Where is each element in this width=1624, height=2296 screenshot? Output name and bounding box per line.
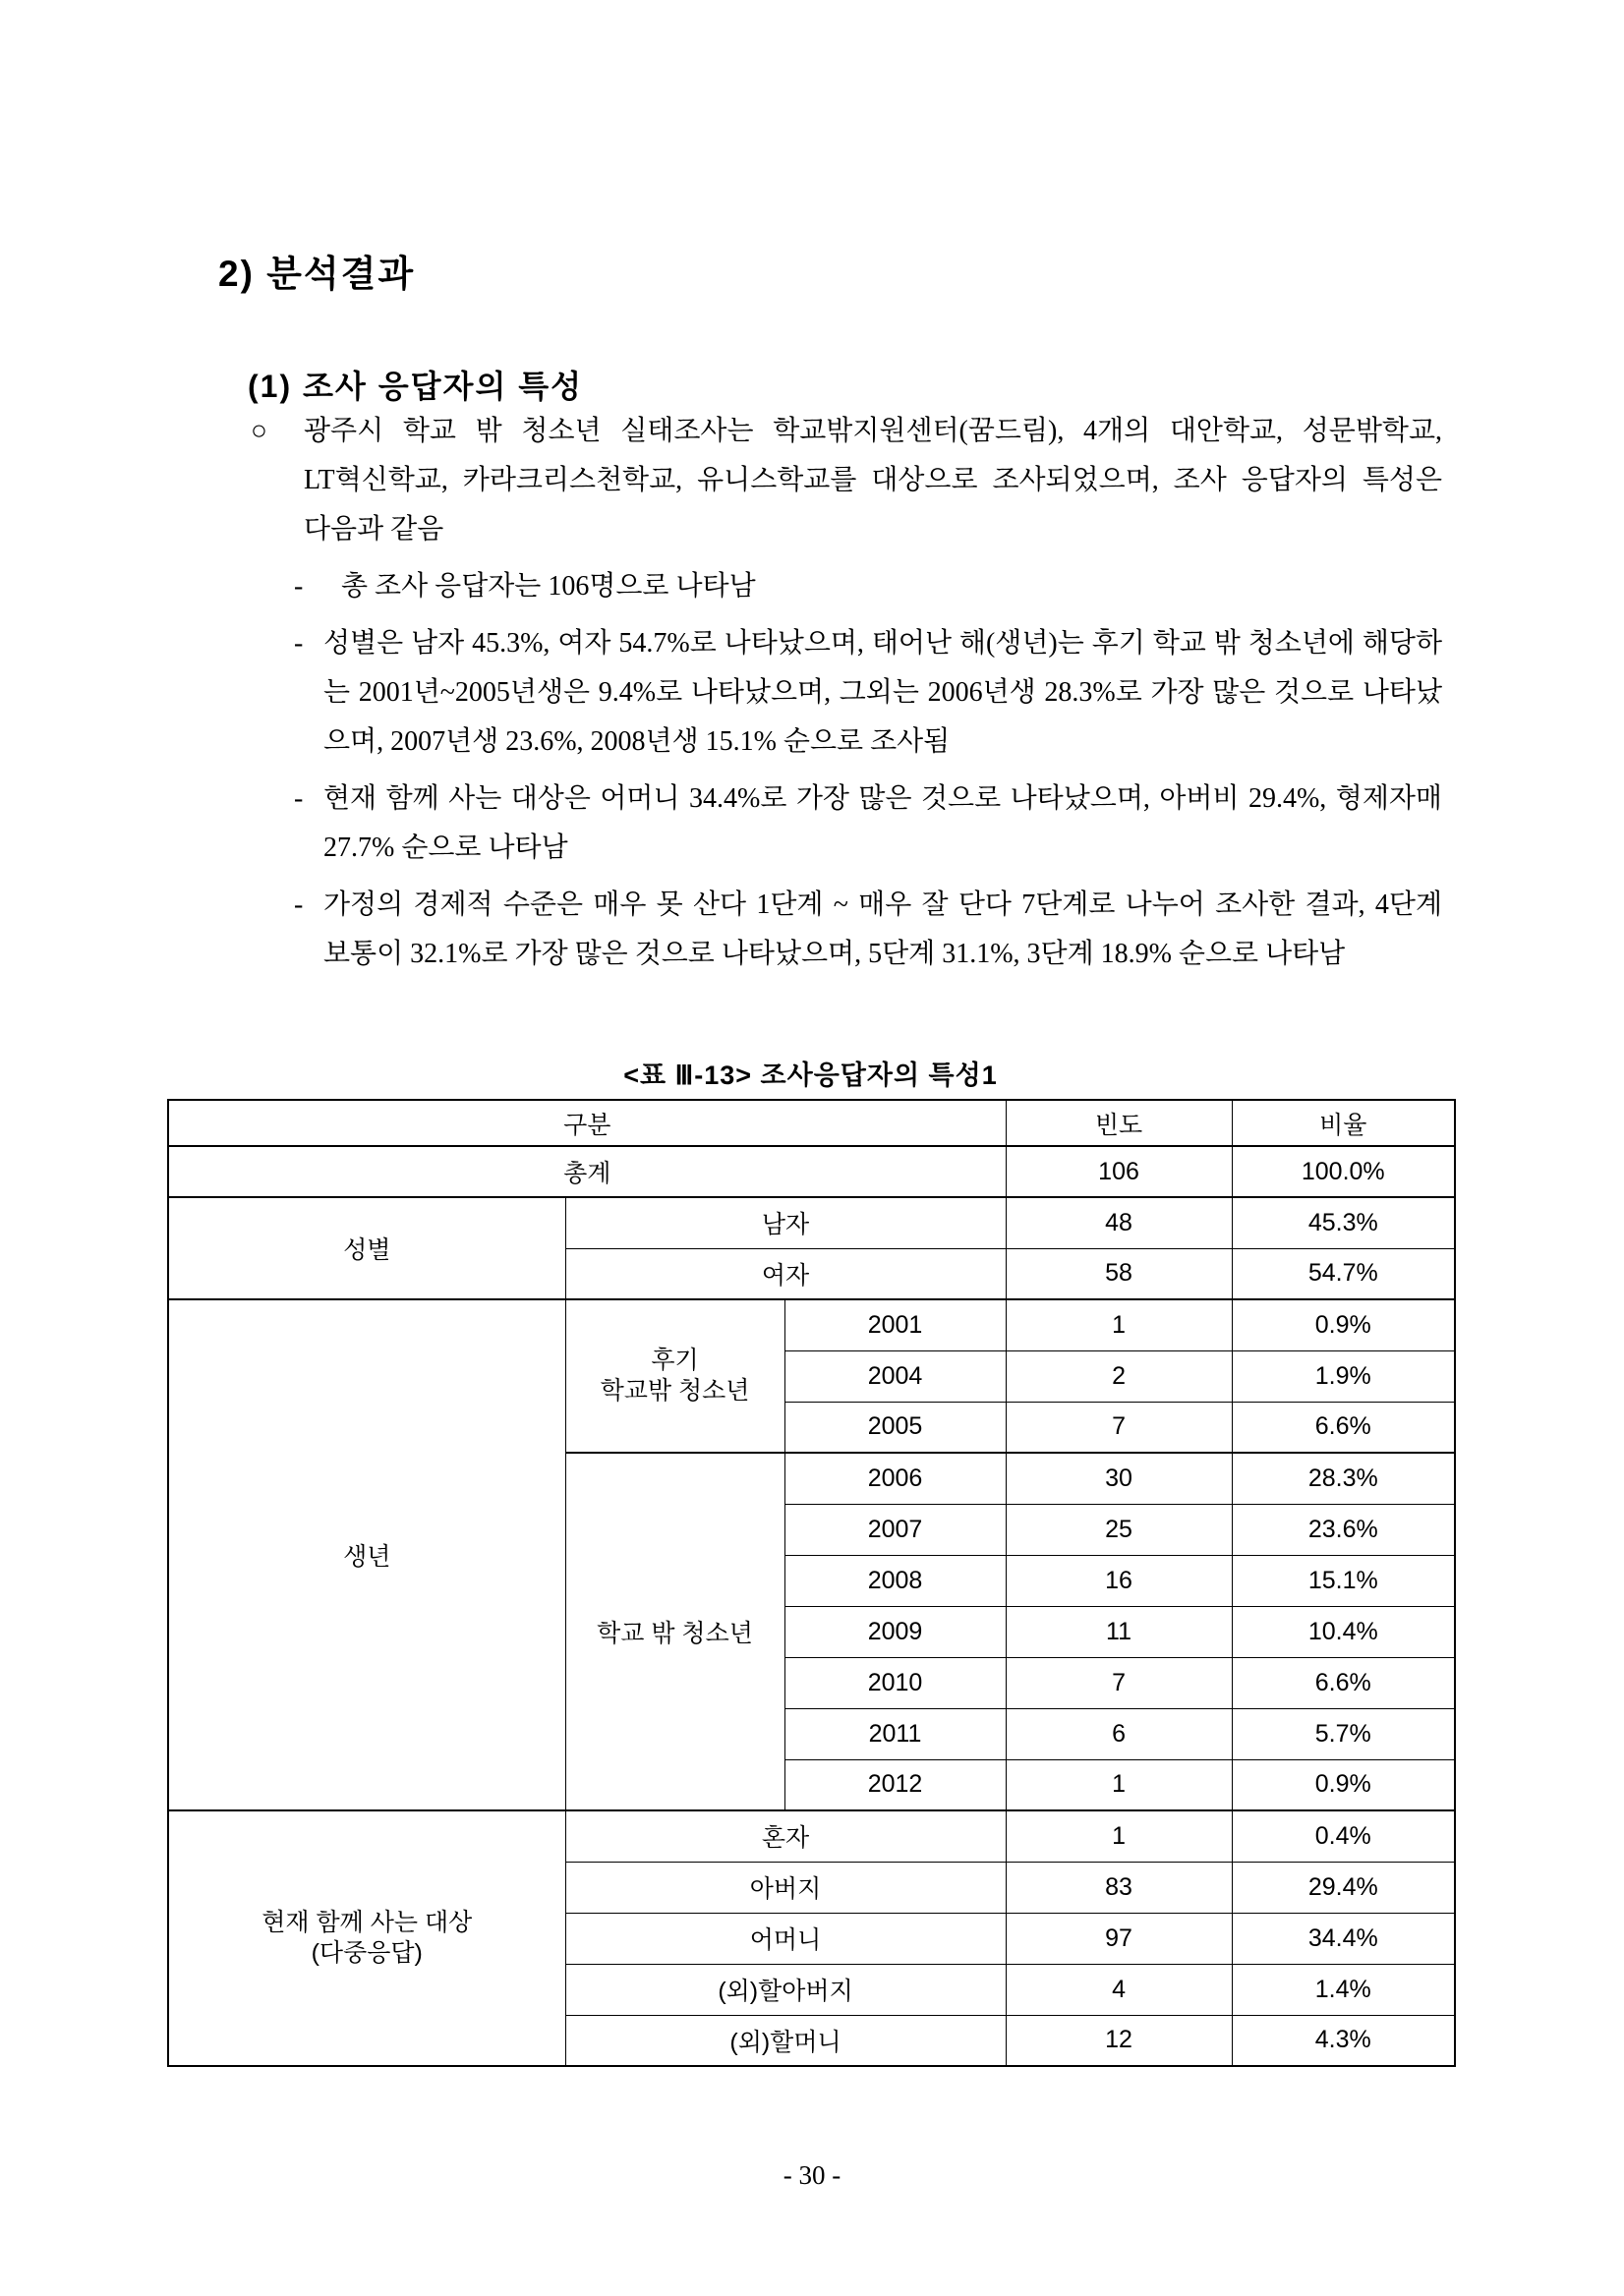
dash-marker: -	[294, 628, 304, 659]
dash-paragraph-2	[294, 619, 1442, 767]
row-ratio: 0.9%	[1232, 1299, 1455, 1350]
paragraph-line: 성별은 남자 45.3%, 여자 54.7%로 나타났으며, 태어난 해(생년)는 후기 학교 밖 청소년에 해당하	[323, 628, 1442, 659]
row-label: 어머니	[565, 1913, 1006, 1964]
row-ratio: 15.1%	[1232, 1555, 1455, 1606]
row-frequency: 2	[1006, 1350, 1232, 1402]
row-label: 남자	[565, 1197, 1006, 1248]
row-ratio: 6.6%	[1232, 1657, 1455, 1708]
row-frequency: 1	[1006, 1759, 1232, 1810]
total-ratio: 100.0%	[1232, 1146, 1455, 1197]
section-heading: 2) 분석결과	[218, 254, 416, 294]
row-frequency: 48	[1006, 1197, 1232, 1248]
row-frequency: 11	[1006, 1606, 1232, 1657]
row-label: 2009	[784, 1606, 1006, 1657]
dash-paragraph-3	[294, 775, 1442, 873]
group-living-with	[168, 1810, 565, 2066]
row-frequency: 1	[1006, 1810, 1232, 1862]
header-ratio: 비율	[1232, 1100, 1455, 1146]
table-row-total	[168, 1146, 1455, 1197]
paragraph-line: 가정의 경제적 수준은 매우 못 산다 1단계 ~ 매우 잘 단다 7단계로 나누어 조사한 결과, 4단계	[323, 890, 1442, 920]
row-frequency: 4	[1006, 1964, 1232, 2015]
row-label: 2004	[784, 1350, 1006, 1402]
table-caption: <표 Ⅲ-13> 조사응답자의 특성1	[623, 1061, 998, 1090]
paragraph-line: 27.7% 순으로 나타남	[323, 832, 568, 863]
row-label: 2006	[784, 1453, 1006, 1504]
row-label: 2011	[784, 1708, 1006, 1759]
row-label: 2005	[784, 1402, 1006, 1453]
dash-marker: -	[294, 783, 304, 814]
bullet-paragraph	[251, 407, 1442, 554]
paragraph-line: 현재 함께 사는 대상은 어머니 34.4%로 가장 많은 것으로 나타났으며, 아버비 29.4%, 형제자매	[323, 783, 1442, 814]
paragraph-line: 보통이 32.1%로 가장 많은 것으로 나타났으며, 5단계 31.1%, 3단계 18.9% 순으로 나타남	[323, 939, 1346, 969]
paragraph-line: 광주시 학교 밖 청소년 실태조사는 학교밖지원센터(꿈드림), 4개의 대안학교, 성문밖학교,	[304, 416, 1442, 446]
table-row	[168, 1197, 1455, 1248]
table-header-row	[168, 1100, 1455, 1146]
row-frequency: 30	[1006, 1453, 1232, 1504]
paragraph-line: 총 조사 응답자는 106명으로 나타남	[341, 571, 756, 602]
table-row	[168, 1299, 1455, 1350]
row-ratio: 1.9%	[1232, 1350, 1455, 1402]
row-frequency: 7	[1006, 1657, 1232, 1708]
paragraph-line: 는 2001년~2005년생은 9.4%로 나타났으며, 그외는 2006년생 28.3%로 가장 많은 것으로 나타났	[323, 677, 1442, 708]
page-number: - 30 -	[783, 2160, 841, 2190]
row-ratio: 1.4%	[1232, 1964, 1455, 2015]
paragraph-line: LT혁신학교, 카라크리스천학교, 유니스학교를 대상으로 조사되었으며, 조사 응답자의 특성은	[304, 465, 1442, 495]
row-label: 혼자	[565, 1810, 1006, 1862]
dash-marker: -	[294, 890, 304, 920]
dash-paragraph-4	[294, 881, 1442, 979]
row-ratio: 23.6%	[1232, 1504, 1455, 1555]
respondent-characteristics-table	[167, 1099, 1456, 2067]
subgroup-label-line: 후기	[651, 1346, 699, 1374]
header-category: 구분	[168, 1100, 1006, 1146]
row-ratio: 0.9%	[1232, 1759, 1455, 1810]
group-label-line: (다중응답)	[311, 1939, 423, 1967]
row-ratio: 34.4%	[1232, 1913, 1455, 1964]
group-gender: 성별	[168, 1197, 565, 1299]
row-frequency: 25	[1006, 1504, 1232, 1555]
row-ratio: 45.3%	[1232, 1197, 1455, 1248]
row-frequency: 16	[1006, 1555, 1232, 1606]
row-frequency: 83	[1006, 1862, 1232, 1913]
header-frequency: 빈도	[1006, 1100, 1232, 1146]
row-frequency: 7	[1006, 1402, 1232, 1453]
group-label-line: 현재 함께 사는 대상	[261, 1908, 473, 1936]
row-label: (외)할머니	[565, 2015, 1006, 2066]
row-ratio: 6.6%	[1232, 1402, 1455, 1453]
body-text	[251, 407, 1442, 979]
row-ratio: 29.4%	[1232, 1862, 1455, 1913]
row-ratio: 28.3%	[1232, 1453, 1455, 1504]
row-label: 2012	[784, 1759, 1006, 1810]
circle-bullet-marker: ○	[251, 416, 267, 446]
subgroup-label-line: 학교밖 청소년	[600, 1377, 750, 1405]
row-frequency: 12	[1006, 2015, 1232, 2066]
row-ratio: 54.7%	[1232, 1248, 1455, 1299]
row-label: 여자	[565, 1248, 1006, 1299]
row-frequency: 97	[1006, 1913, 1232, 1964]
row-label: (외)할아버지	[565, 1964, 1006, 2015]
group-birth-year: 생년	[168, 1299, 565, 1810]
row-ratio: 0.4%	[1232, 1810, 1455, 1862]
row-frequency: 6	[1006, 1708, 1232, 1759]
total-frequency: 106	[1006, 1146, 1232, 1197]
row-ratio: 10.4%	[1232, 1606, 1455, 1657]
dash-paragraph-1	[294, 562, 1442, 611]
row-frequency: 58	[1006, 1248, 1232, 1299]
row-label: 2008	[784, 1555, 1006, 1606]
row-frequency: 1	[1006, 1299, 1232, 1350]
paragraph-line: 으며, 2007년생 23.6%, 2008년생 15.1% 순으로 조사됨	[323, 726, 951, 757]
subgroup-out-of-school: 학교 밖 청소년	[565, 1453, 784, 1810]
subgroup-late-out-of-school	[565, 1299, 784, 1453]
row-label: 2001	[784, 1299, 1006, 1350]
row-ratio: 4.3%	[1232, 2015, 1455, 2066]
row-ratio: 5.7%	[1232, 1708, 1455, 1759]
paragraph-line: 다음과 같음	[304, 514, 444, 545]
subsection-heading: (1) 조사 응답자의 특성	[248, 369, 584, 404]
row-label: 아버지	[565, 1862, 1006, 1913]
total-label: 총계	[168, 1146, 1006, 1197]
dash-marker: -	[294, 571, 304, 602]
table-row	[168, 1810, 1455, 1862]
row-label: 2007	[784, 1504, 1006, 1555]
row-label: 2010	[784, 1657, 1006, 1708]
